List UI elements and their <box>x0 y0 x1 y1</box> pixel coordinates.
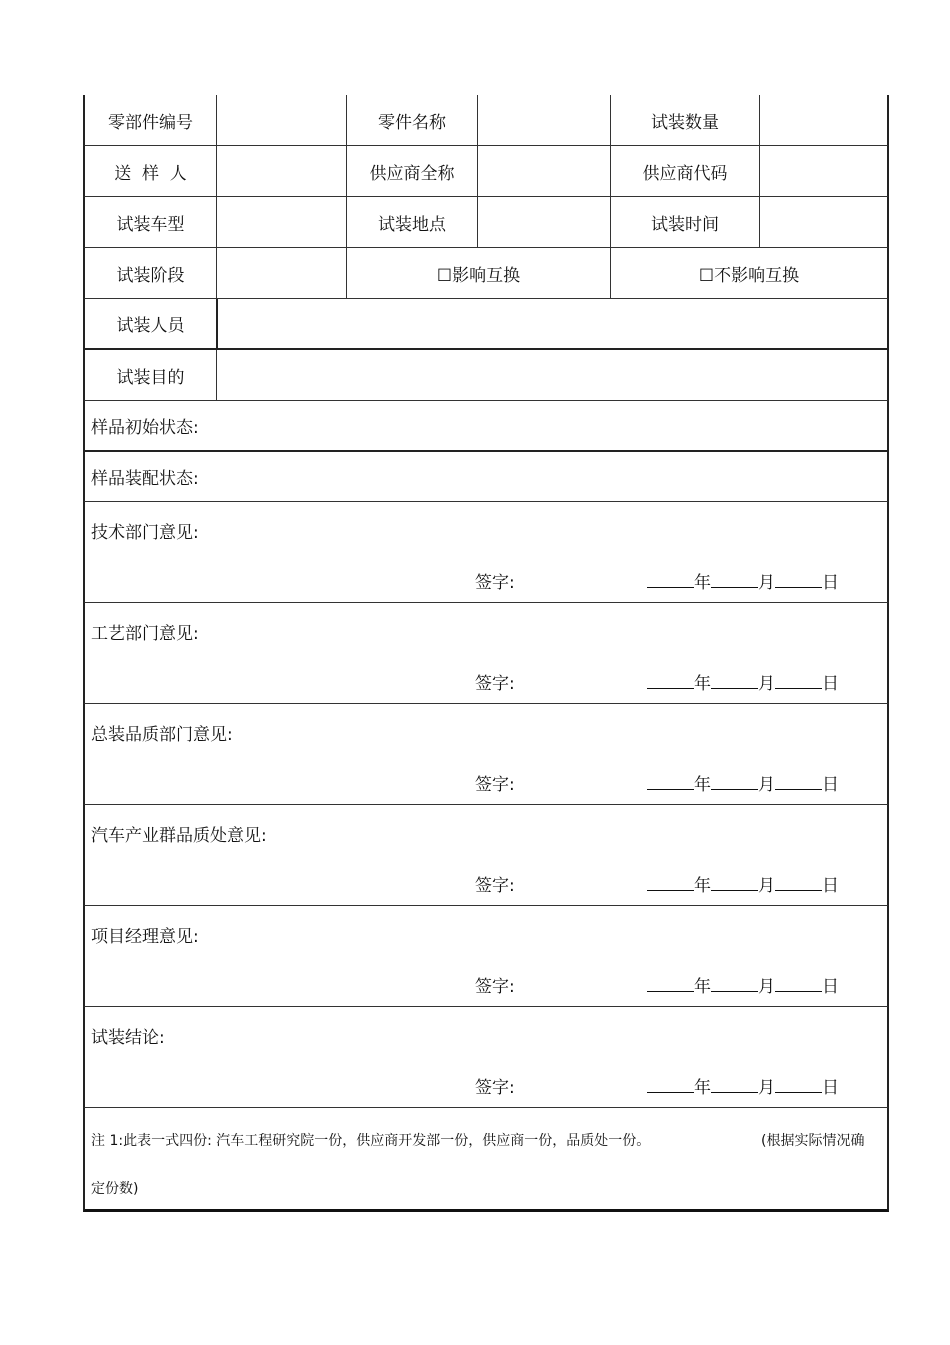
sample-assembly-status-row[interactable] <box>83 452 889 502</box>
day-label: 日 <box>822 775 839 795</box>
day-blank[interactable] <box>775 975 822 992</box>
month-blank[interactable] <box>711 672 758 689</box>
month-label: 月 <box>758 1078 775 1098</box>
year-label: 年 <box>694 573 711 593</box>
month-blank[interactable] <box>711 975 758 992</box>
trial-location-field[interactable] <box>477 197 610 247</box>
trial-quantity-field[interactable] <box>759 95 887 145</box>
day-blank[interactable] <box>775 773 822 790</box>
trial-purpose-field[interactable] <box>216 350 887 400</box>
form-row-1 <box>83 95 889 146</box>
year-blank[interactable] <box>647 773 694 790</box>
year-label: 年 <box>694 977 711 997</box>
note-line-2: 定份数) <box>91 1181 139 1197</box>
trial-assembly-form <box>83 95 889 1212</box>
trial-location-label: 试装地点 <box>346 197 477 247</box>
opinion-label: 总装品质部门意见: <box>91 725 233 745</box>
part-number-field[interactable] <box>216 95 346 145</box>
day-blank[interactable] <box>775 874 822 891</box>
trial-stage-field[interactable] <box>216 248 346 298</box>
month-label: 月 <box>758 775 775 795</box>
opinion-label: 工艺部门意见: <box>91 624 199 644</box>
part-name-label: 零件名称 <box>346 95 477 145</box>
trial-personnel-field[interactable] <box>216 299 887 348</box>
vehicle-model-field[interactable] <box>216 197 346 247</box>
part-number-label: 零部件编号 <box>108 112 193 133</box>
signature-label: 签字: <box>475 674 515 694</box>
technical-dept-opinion[interactable] <box>83 502 889 603</box>
signature-label: 签字: <box>475 876 515 896</box>
supplier-code-label: 供应商代码 <box>610 146 759 196</box>
date-line <box>647 871 839 896</box>
trial-time-label: 试装时间 <box>610 197 759 247</box>
form-row-2 <box>83 146 889 197</box>
no-affect-interchange-checkbox[interactable]: ☐不影响互换 <box>610 248 887 298</box>
final-assembly-quality-opinion[interactable] <box>83 704 889 805</box>
vehicle-model-label: 试装车型 <box>116 214 185 235</box>
year-label: 年 <box>694 775 711 795</box>
form-row-6 <box>83 350 889 401</box>
day-blank[interactable] <box>775 1076 822 1093</box>
sample-initial-status-row[interactable] <box>83 401 889 452</box>
date-line <box>647 770 839 795</box>
signature-label: 签字: <box>475 977 515 997</box>
process-dept-opinion[interactable] <box>83 603 889 704</box>
year-label: 年 <box>694 674 711 694</box>
date-line <box>647 568 839 593</box>
sample-initial-status-label: 样品初始状态: <box>91 418 199 438</box>
date-line <box>647 669 839 694</box>
date-line <box>647 972 839 997</box>
day-label: 日 <box>822 1078 839 1098</box>
month-blank[interactable] <box>711 571 758 588</box>
opinion-label: 项目经理意见: <box>91 927 199 947</box>
trial-stage-label: 试装阶段 <box>116 265 185 286</box>
form-row-4 <box>83 248 889 299</box>
sample-sender-label: 送 样 人 <box>114 163 187 184</box>
year-blank[interactable] <box>647 975 694 992</box>
month-label: 月 <box>758 977 775 997</box>
form-row-3 <box>83 197 889 248</box>
trial-time-field[interactable] <box>759 197 887 247</box>
sample-sender-field[interactable] <box>216 146 346 196</box>
sample-assembly-status-label: 样品装配状态: <box>91 469 199 489</box>
month-blank[interactable] <box>711 773 758 790</box>
day-label: 日 <box>822 977 839 997</box>
day-blank[interactable] <box>775 672 822 689</box>
signature-label: 签字: <box>475 775 515 795</box>
date-line <box>647 1073 839 1098</box>
signature-label: 签字: <box>475 573 515 593</box>
note-line-1-right: (根据实际情况确 <box>761 1133 865 1149</box>
year-blank[interactable] <box>647 1076 694 1093</box>
trial-conclusion[interactable] <box>83 1007 889 1108</box>
month-blank[interactable] <box>711 1076 758 1093</box>
month-label: 月 <box>758 573 775 593</box>
supplier-full-name-field[interactable] <box>477 146 610 196</box>
month-label: 月 <box>758 674 775 694</box>
opinion-label: 试装结论: <box>91 1028 165 1048</box>
day-label: 日 <box>822 674 839 694</box>
opinion-label: 汽车产业群品质处意见: <box>91 826 267 846</box>
form-row-5 <box>83 299 889 350</box>
auto-industry-quality-opinion[interactable] <box>83 805 889 906</box>
year-blank[interactable] <box>647 571 694 588</box>
trial-personnel-label: 试装人员 <box>116 316 185 336</box>
supplier-full-name-label: 供应商全称 <box>346 146 477 196</box>
note-line-1: 注 1:此表一式四份: 汽车工程研究院一份，供应商开发部一份，供应商一份，品质处一份。 <box>91 1133 651 1149</box>
project-manager-opinion[interactable] <box>83 906 889 1007</box>
trial-quantity-label: 试装数量 <box>610 95 759 145</box>
trial-purpose-label: 试装目的 <box>116 367 185 388</box>
month-label: 月 <box>758 876 775 896</box>
day-blank[interactable] <box>775 571 822 588</box>
year-label: 年 <box>694 876 711 896</box>
part-name-field[interactable] <box>477 95 610 145</box>
form-note <box>83 1108 889 1212</box>
day-label: 日 <box>822 876 839 896</box>
year-label: 年 <box>694 1078 711 1098</box>
year-blank[interactable] <box>647 672 694 689</box>
day-label: 日 <box>822 573 839 593</box>
affects-interchange-checkbox[interactable]: ☐影响互换 <box>346 248 610 298</box>
opinion-label: 技术部门意见: <box>91 523 199 543</box>
year-blank[interactable] <box>647 874 694 891</box>
signature-label: 签字: <box>475 1078 515 1098</box>
month-blank[interactable] <box>711 874 758 891</box>
supplier-code-field[interactable] <box>759 146 887 196</box>
